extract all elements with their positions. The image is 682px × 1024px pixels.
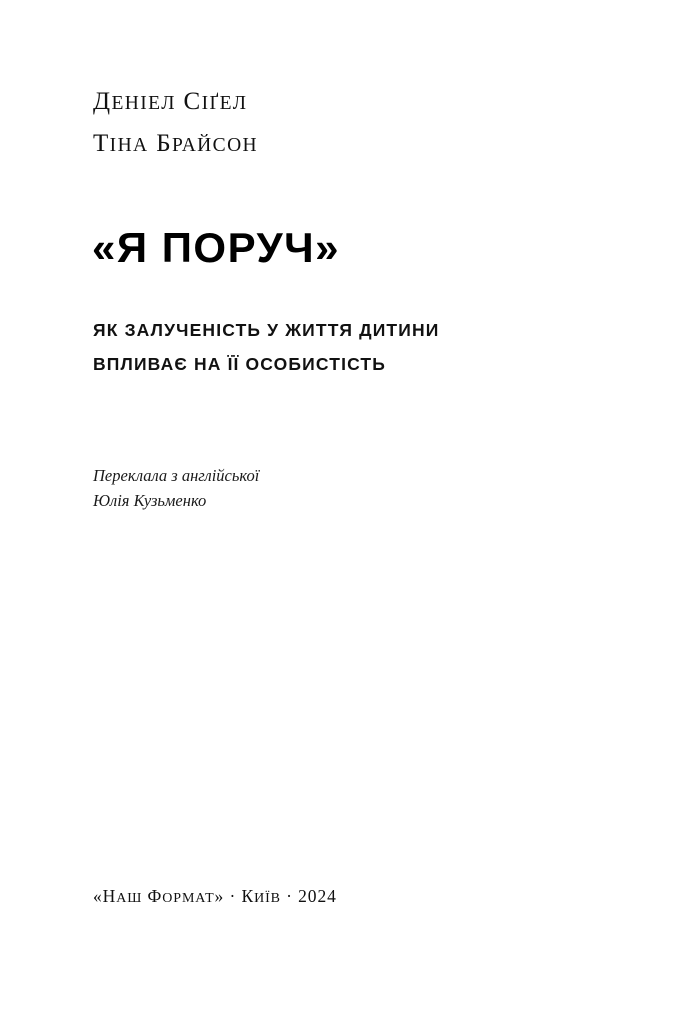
author-name-second (93, 124, 593, 166)
imprint-open-quote: « (93, 886, 103, 906)
author-first-rest-2: ІҐЕЛ (201, 93, 248, 114)
imprint-publisher-initial-1: Н (102, 886, 117, 906)
author-name-first (93, 82, 593, 124)
author-second-rest-2: РАЙСОН (171, 135, 259, 156)
imprint-city-initial: К (241, 886, 255, 906)
author-first-spacer (176, 88, 184, 115)
imprint-publisher-rest-1: АШ (116, 891, 143, 906)
book-subtitle (93, 313, 563, 381)
author-first-initial-2: С (183, 88, 202, 115)
author-second-initial-2: Б (156, 130, 172, 157)
imprint-separator-1: · (224, 886, 242, 906)
author-second-rest-1: ІНА (109, 135, 149, 156)
translator-credit-line-1: Переклала з англійської (93, 466, 260, 485)
translator-name: Юлія Кузьменко (93, 491, 207, 510)
authors-block (93, 82, 593, 166)
book-title: «Я ПОРУЧ» (92, 224, 341, 271)
imprint-year: 2024 (298, 886, 337, 906)
book-subtitle-line-2: ВПЛИВАЄ НА ЇЇ ОСОБИСТІСТЬ (93, 354, 387, 374)
author-second-initial-1: Т (93, 130, 110, 157)
imprint-city-rest: ИЇВ (254, 891, 281, 906)
author-first-initial-1: Д (93, 88, 112, 115)
imprint-separator-2: · (280, 886, 299, 906)
imprint-publisher-rest-2: ОРМАТ (162, 891, 215, 906)
author-first-rest-1: ЕНІЕЛ (111, 93, 176, 114)
imprint-publisher-initial-2: Ф (147, 886, 163, 906)
imprint-close-quote: » (214, 886, 225, 906)
imprint-line (93, 884, 337, 911)
translator-credit (93, 463, 513, 513)
book-subtitle-line-1: ЯК ЗАЛУЧЕНІСТЬ У ЖИТТЯ ДИТИНИ (93, 320, 440, 340)
